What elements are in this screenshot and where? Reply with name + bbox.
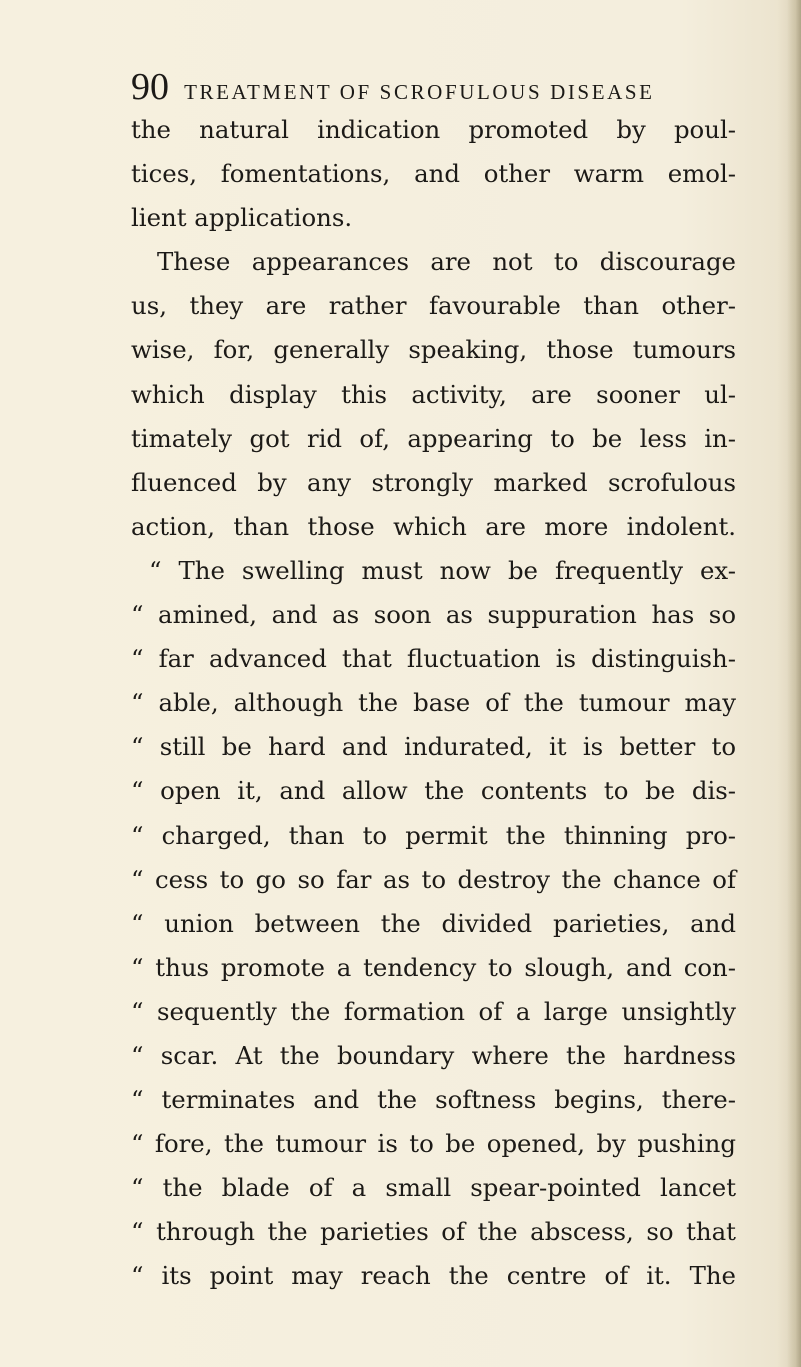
text-line: “ sequently the formation of a large unsightly: [131, 996, 736, 1026]
text-line: “ its point may reach the centre of it. The: [131, 1261, 736, 1291]
text-line: “ scar. At the boundary where the hardness: [131, 1040, 736, 1070]
text-line: “ able, although the base of the tumour may: [131, 688, 736, 718]
text-line: “ open it, and allow the contents to be dis-: [131, 776, 736, 806]
text-line: “ union between the divided parieties, and: [131, 908, 736, 938]
text-line: “ cess to go so far as to destroy the chance of: [131, 864, 736, 894]
text-line: wise, for, generally speaking, those tumours: [131, 335, 736, 365]
text-line: “ charged, than to permit the thinning pro-: [131, 820, 736, 850]
text-line: “ thus promote a tendency to slough, and con-: [131, 952, 736, 982]
text-line: “ amined, and as soon as suppuration has so: [131, 600, 736, 630]
page-edge-shadow: [787, 0, 801, 1367]
body-text: [131, 108, 736, 1299]
running-head-title: TREATMENT OF SCROFULOUS DISEASE: [184, 80, 655, 104]
text-line: which display this activity, are sooner ul-: [131, 379, 736, 409]
text-line: lient applications.: [131, 203, 353, 233]
text-line: “ fore, the tumour is to be opened, by pushing: [131, 1129, 736, 1159]
text-line: the natural indication promoted by poul-: [131, 115, 736, 144]
page-number: 90: [131, 66, 169, 108]
text-line: timately got rid of, appearing to be less in-: [131, 423, 736, 453]
text-line: “ far advanced that fluctuation is distinguish-: [131, 644, 736, 674]
text-line: “ terminates and the softness begins, there-: [131, 1085, 736, 1115]
text-line: tices, fomentations, and other warm emol-: [131, 159, 736, 189]
text-line: “ the blade of a small spear-pointed lancet: [131, 1173, 736, 1203]
text-line: action, than those which are more indolent.: [131, 511, 736, 541]
text-line: us, they are rather favourable than other-: [131, 291, 736, 321]
text-line: These appearances are not to discourage: [157, 247, 736, 277]
text-line: “ The swelling must now be frequently ex-: [149, 555, 736, 585]
text-line: “ still be hard and indurated, it is better to: [131, 732, 736, 762]
text-line: fluenced by any strongly marked scrofulous: [131, 467, 736, 497]
running-head: [131, 62, 731, 112]
text-line: “ through the parieties of the abscess, so that: [131, 1217, 736, 1247]
